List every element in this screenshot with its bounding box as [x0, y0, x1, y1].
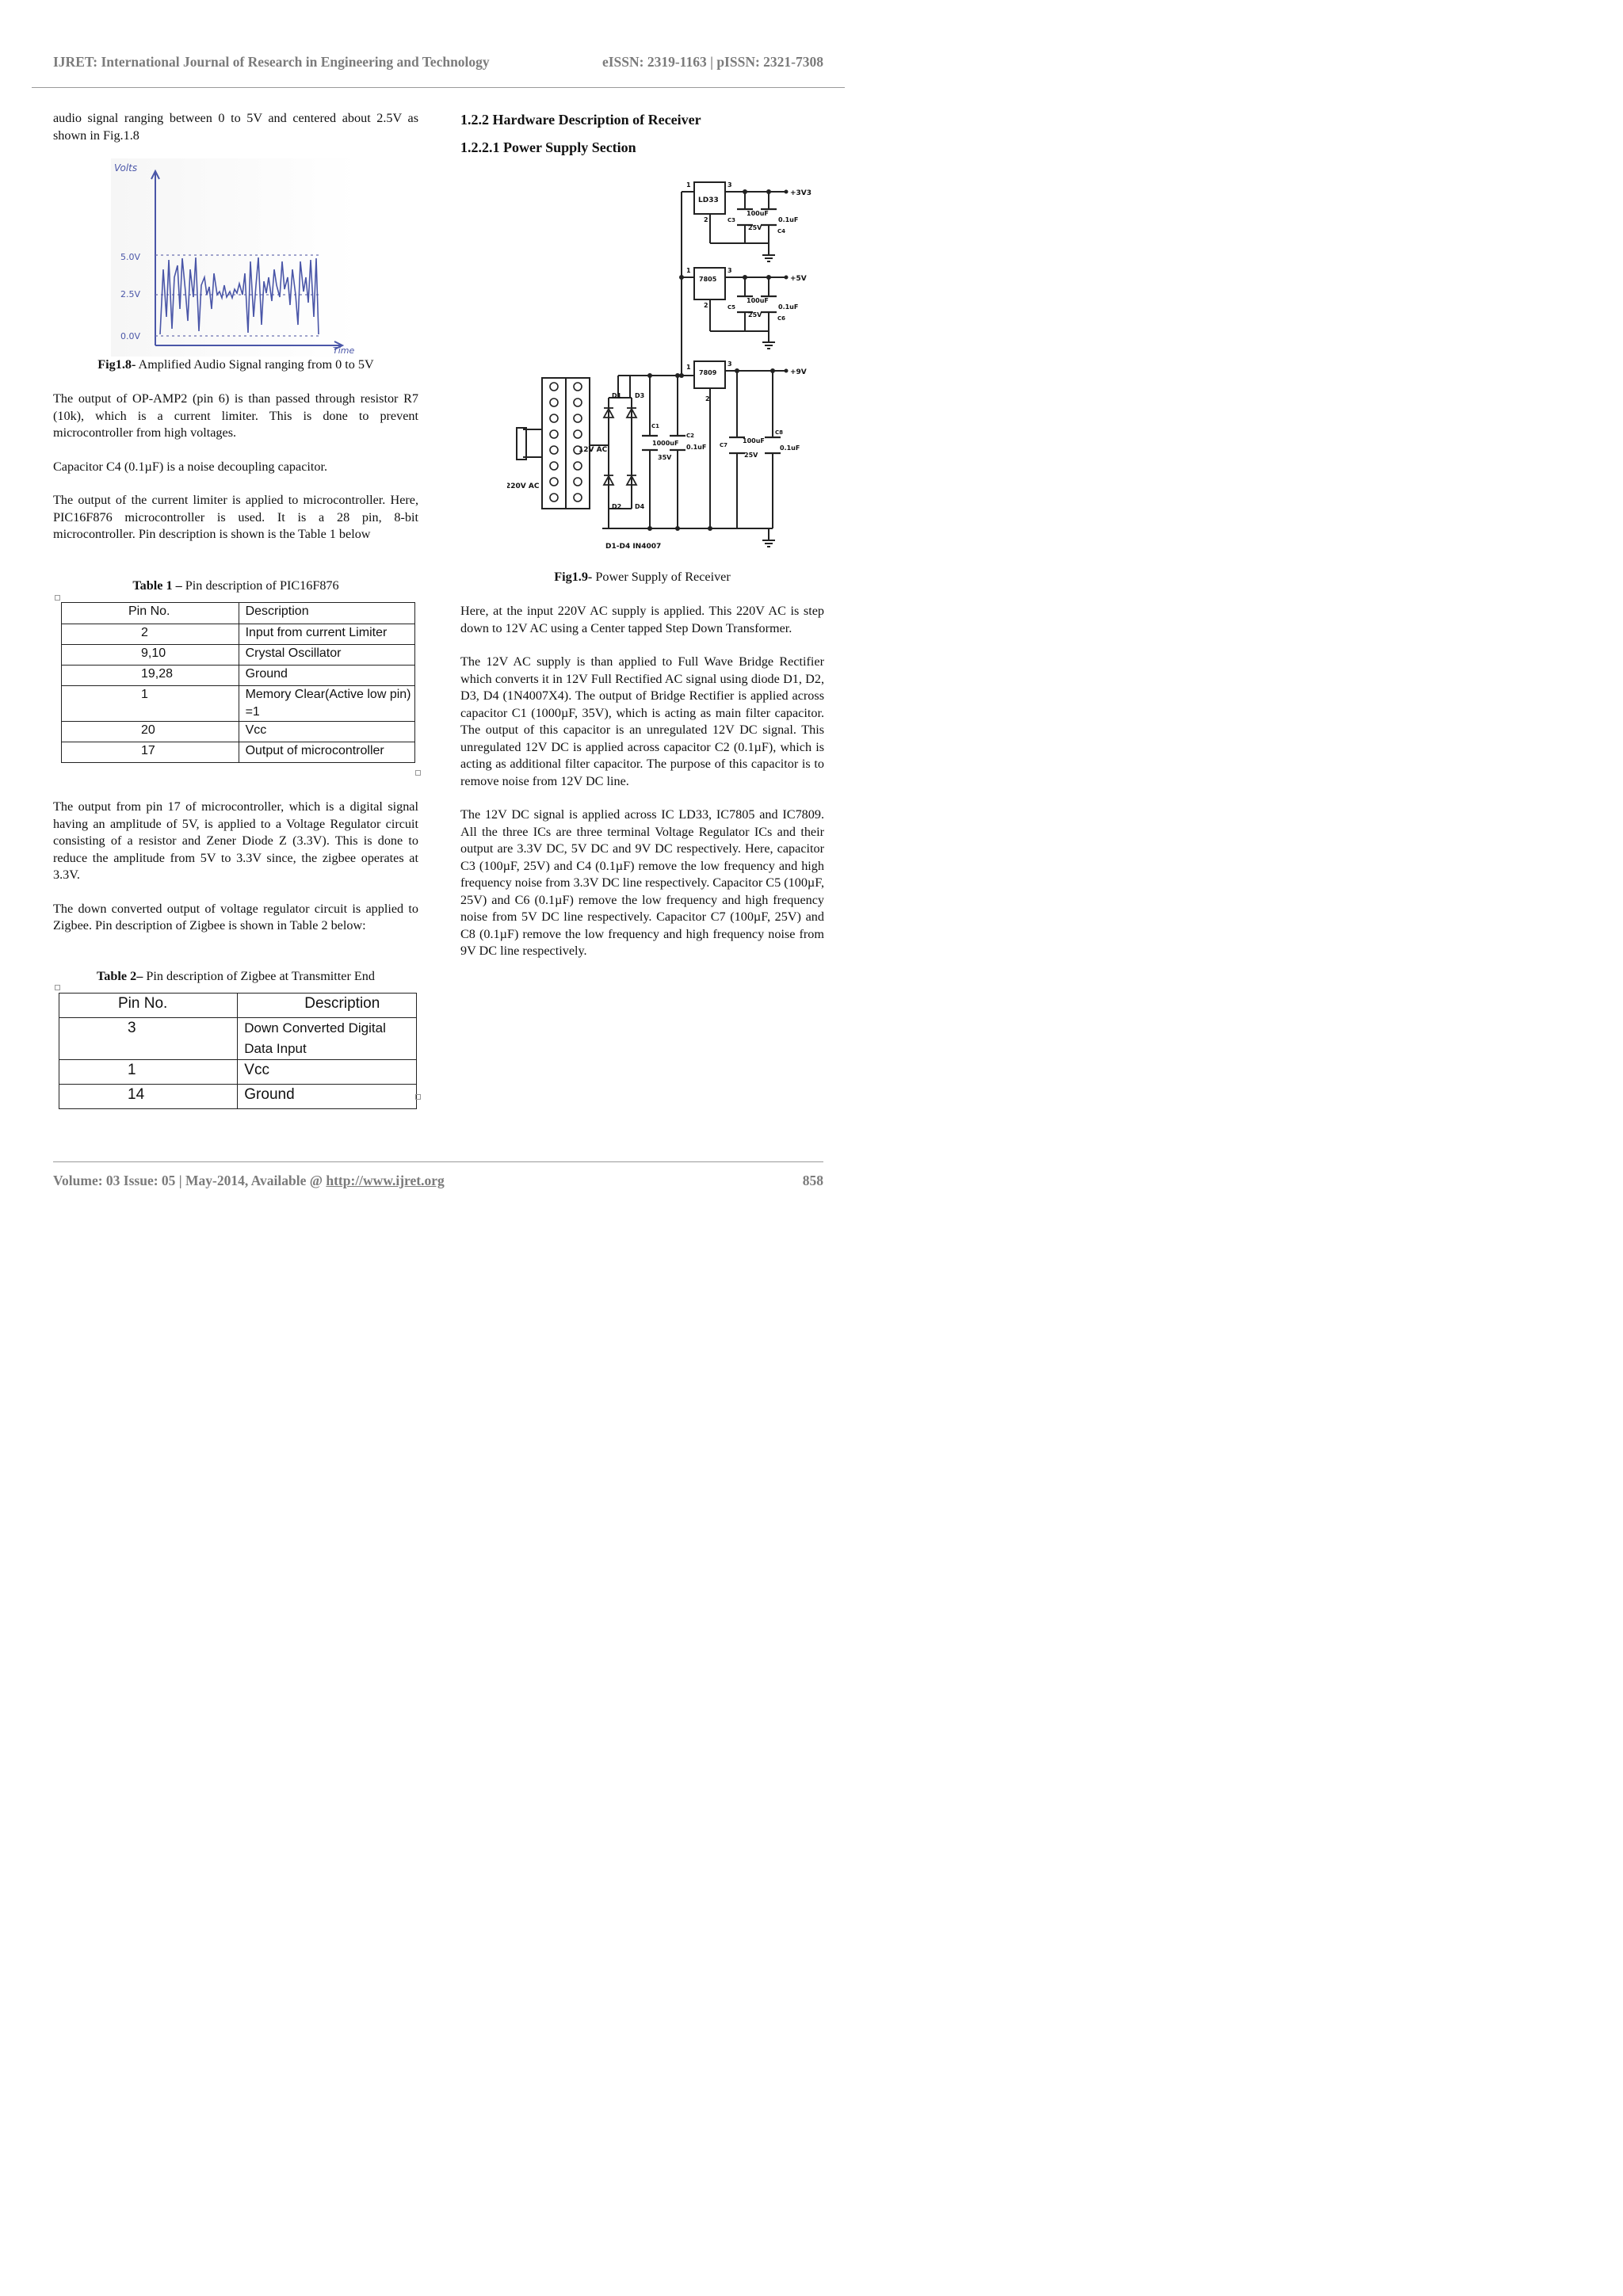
fig19-caption-text: Power Supply of Receiver: [592, 570, 731, 584]
table-cell: Down Converted Digital Data Input: [238, 1018, 417, 1060]
pin-label: 3: [727, 181, 732, 189]
cap-value: 35V: [658, 454, 672, 461]
cap-value: 0.1uF: [778, 303, 799, 311]
table-cell: Ground: [238, 1085, 417, 1109]
table-cell: Memory Clear(Active low pin) =1: [239, 686, 414, 722]
audio-signal-plot: [111, 158, 358, 357]
paragraph: The down converted output of voltage regulator circuit is applied to Zigbee. Pin description of Zigbee is shown in Table 2 below:: [53, 901, 418, 933]
table-cell: Crystal Oscillator: [239, 645, 414, 666]
table-row: [62, 742, 415, 763]
table-row: [62, 624, 415, 645]
cap-value: 1000uF: [652, 440, 679, 447]
table2: [59, 993, 417, 1109]
label-9v: +9V: [790, 368, 807, 376]
table-row: [62, 666, 415, 686]
table-resize-icon: [415, 770, 421, 776]
table-header: Description: [239, 603, 414, 624]
tick-0v: 0.0V: [120, 331, 141, 341]
table-cell: 3: [59, 1018, 238, 1060]
footer-rule: [53, 1161, 823, 1162]
paragraph: The 12V DC signal is applied across IC LD33, IC7805 and IC7809. All the three ICs are three terminal Voltage Regulator ICs and their output are 3.3V DC, 5V DC and 9V DC respectively. Here, capacitor C3 (100µF, 25V) and C4 (0.1µF) remove the low frequency and high frequency noise from 3.3V DC line respectively. Capacitor C5 (100µF, 25V) and C6 (0.1µF) remove the low frequency and high frequency noise from 5V DC line respectively. Capacitor C7 (100µF, 25V) and C8 (0.1µF) remove the low frequency and high frequency noise from 9V DC line respectively.: [460, 807, 824, 958]
paragraph: Capacitor C4 (0.1µF) is a noise decoupling capacitor.: [53, 459, 328, 474]
table-header-row: [59, 994, 417, 1018]
label-ld33: LD33: [698, 196, 719, 204]
issn: eISSN: 2319-1163 | pISSN: 2321-7308: [601, 54, 823, 70]
table-anchor-icon: [55, 595, 60, 601]
table1: [61, 602, 415, 763]
figure-audio-signal: [111, 158, 358, 357]
pin-label: 2: [704, 302, 708, 309]
label-c1: C1: [651, 423, 660, 429]
table1-caption-label: Table 1 –: [132, 578, 182, 593]
header-rule: [32, 87, 845, 88]
label-c3: C3: [727, 217, 736, 223]
ic-7805: [694, 268, 725, 299]
figure-power-supply: [507, 176, 816, 556]
table-cell: Vcc: [239, 722, 414, 742]
right-column-body: [460, 603, 824, 960]
label-5v: +5V: [790, 275, 807, 283]
left-column: [53, 110, 418, 144]
pin-label: 1: [686, 267, 691, 274]
footer-volume: [53, 1173, 445, 1189]
cap-value: 25V: [748, 224, 762, 231]
paragraph: audio signal ranging between 0 to 5V and centered about 2.5V as shown in Fig.1.8: [53, 111, 418, 143]
label-7809: 7809: [699, 369, 717, 376]
table2-caption-label: Table 2–: [96, 969, 143, 983]
cap-value: 0.1uF: [778, 216, 799, 223]
pin-label: 2: [705, 395, 710, 402]
table-row: [62, 686, 415, 722]
left-column-body: [53, 391, 418, 543]
table-row: [59, 1018, 417, 1060]
subsection-heading: 1.2.2.1 Power Supply Section: [460, 139, 636, 155]
table-cell: Vcc: [238, 1060, 417, 1085]
table-row: [59, 1060, 417, 1085]
paragraph: The output of OP-AMP2 (pin 6) is than passed through resistor R7 (10k), which is a current limiter. This is done to prevent microcontroller from high voltages.: [53, 391, 418, 440]
section-heading: 1.2.2 Hardware Description of Receiver: [460, 112, 701, 128]
table2-caption: [53, 968, 418, 985]
label-c2: C2: [686, 433, 695, 439]
table-header: Description: [238, 994, 417, 1018]
table-row: [62, 722, 415, 742]
cap-value: 100uF: [747, 297, 769, 304]
table-row: [59, 1085, 417, 1109]
table-cell: 14: [59, 1085, 238, 1109]
tick-5v: 5.0V: [120, 252, 141, 262]
right-column-head: [460, 111, 824, 156]
table-header: Pin No.: [62, 603, 239, 624]
tick-25v: 2.5V: [120, 289, 141, 299]
label-c5: C5: [727, 304, 736, 311]
table-cell: 2: [62, 624, 239, 645]
fig18-caption-label: Fig1.8-: [97, 357, 136, 372]
table-cell: 19,28: [62, 666, 239, 686]
journal-title: IJRET: International Journal of Research in Engineering and Technology: [53, 54, 490, 70]
y-axis-label: Volts: [114, 162, 138, 174]
power-supply-schematic: [507, 176, 816, 556]
pin-label: 1: [686, 181, 691, 189]
table-cell: 20: [62, 722, 239, 742]
label-c6: C6: [777, 315, 786, 322]
table1-caption: [53, 578, 418, 594]
table-cell: Output of microcontroller: [239, 742, 414, 763]
paragraph: The 12V AC supply is than applied to Full Wave Bridge Rectifier which converts it in 12V Full Rectified AC signal using diode D1, D2, D3, D4 (1N4007X4). The output of Bridge Rectifier is applied across capacitor C1 (1000µF, 35V), which is acting as main filter capacitor. The output of this capacitor is an unregulated 12V DC signal. This unregulated 12V DC is applied across capacitor C2 (0.1µF), which is acting as additional filter capacitor. The purpose of this capacitor is to remove noise from 12V DC line.: [460, 654, 824, 788]
table-resize-icon: [415, 1094, 421, 1100]
x-axis-label: Time: [333, 345, 355, 356]
pin-label: 1: [686, 364, 691, 371]
footer-volume-text: Volume: 03 Issue: 05 | May-2014, Available @: [53, 1173, 327, 1188]
fig19-caption: [460, 569, 824, 585]
table-anchor-icon: [55, 985, 60, 990]
cap-value: 0.1uF: [686, 444, 707, 451]
label-diodes: D1-D4 IN4007: [605, 543, 662, 551]
fig18-caption: [53, 357, 418, 373]
cap-value: 0.1uF: [780, 444, 800, 452]
table-cell: 1: [62, 686, 239, 722]
label-d3: D3: [635, 392, 645, 399]
table-cell: Input from current Limiter: [239, 624, 414, 645]
table-header-row: [62, 603, 415, 624]
journal-link[interactable]: http://www.ijret.org: [326, 1173, 445, 1188]
table2-caption-text: Pin description of Zigbee at Transmitter End: [143, 969, 375, 983]
table-cell: 1: [59, 1060, 238, 1085]
pin-label: 3: [727, 267, 732, 274]
label-d4: D4: [635, 503, 645, 510]
cap-value: 25V: [744, 452, 758, 459]
label-7805: 7805: [699, 276, 717, 283]
fig19-caption-label: Fig1.9-: [554, 570, 593, 584]
cap-value: 25V: [748, 311, 762, 318]
label-3v3: +3V3: [790, 189, 812, 197]
paragraph: The output of the current limiter is applied to microcontroller. Here, PIC16F876 microcontroller is used. It is a 28 pin, 8-bit microcontroller. Pin description is shown is the Table 1 below: [53, 493, 418, 541]
cap-value: 100uF: [747, 210, 769, 217]
label-d2: D2: [612, 503, 622, 510]
cap-value: 100uF: [743, 437, 765, 444]
label-c8: C8: [775, 429, 784, 436]
pin-label: 3: [727, 360, 732, 368]
pin-label: 2: [704, 216, 708, 223]
table-row: [62, 645, 415, 666]
label-c7: C7: [720, 442, 728, 448]
label-d1: D1: [612, 392, 622, 399]
page-number: 858: [802, 1173, 823, 1188]
paragraph: Here, at the input 220V AC supply is applied. This 220V AC is step down to 12V AC using a Center tapped Step Down Transformer.: [460, 604, 824, 635]
table-header: Pin No.: [59, 994, 238, 1018]
table-cell: 17: [62, 742, 239, 763]
table-cell: 9,10: [62, 645, 239, 666]
label-220v-ac: 220V AC: [507, 482, 540, 490]
label-c4: C4: [777, 228, 786, 235]
label-12v-ac: 12V AC: [579, 446, 608, 454]
table1-caption-text: Pin description of PIC16F876: [181, 578, 339, 593]
fig18-caption-text: Amplified Audio Signal ranging from 0 to 5V: [136, 357, 374, 372]
paragraph: The output from pin 17 of microcontroller, which is a digital signal having an amplitude of 5V, is applied to a Voltage Regulator circuit consisting of a resistor and Zener Diode Z (3.3V). This is done to reduce the amplitude from 5V to 3.3V since, the zigbee operates at 3.3V.: [53, 799, 418, 882]
left-column-lower: [53, 799, 418, 935]
table-cell: Ground: [239, 666, 414, 686]
